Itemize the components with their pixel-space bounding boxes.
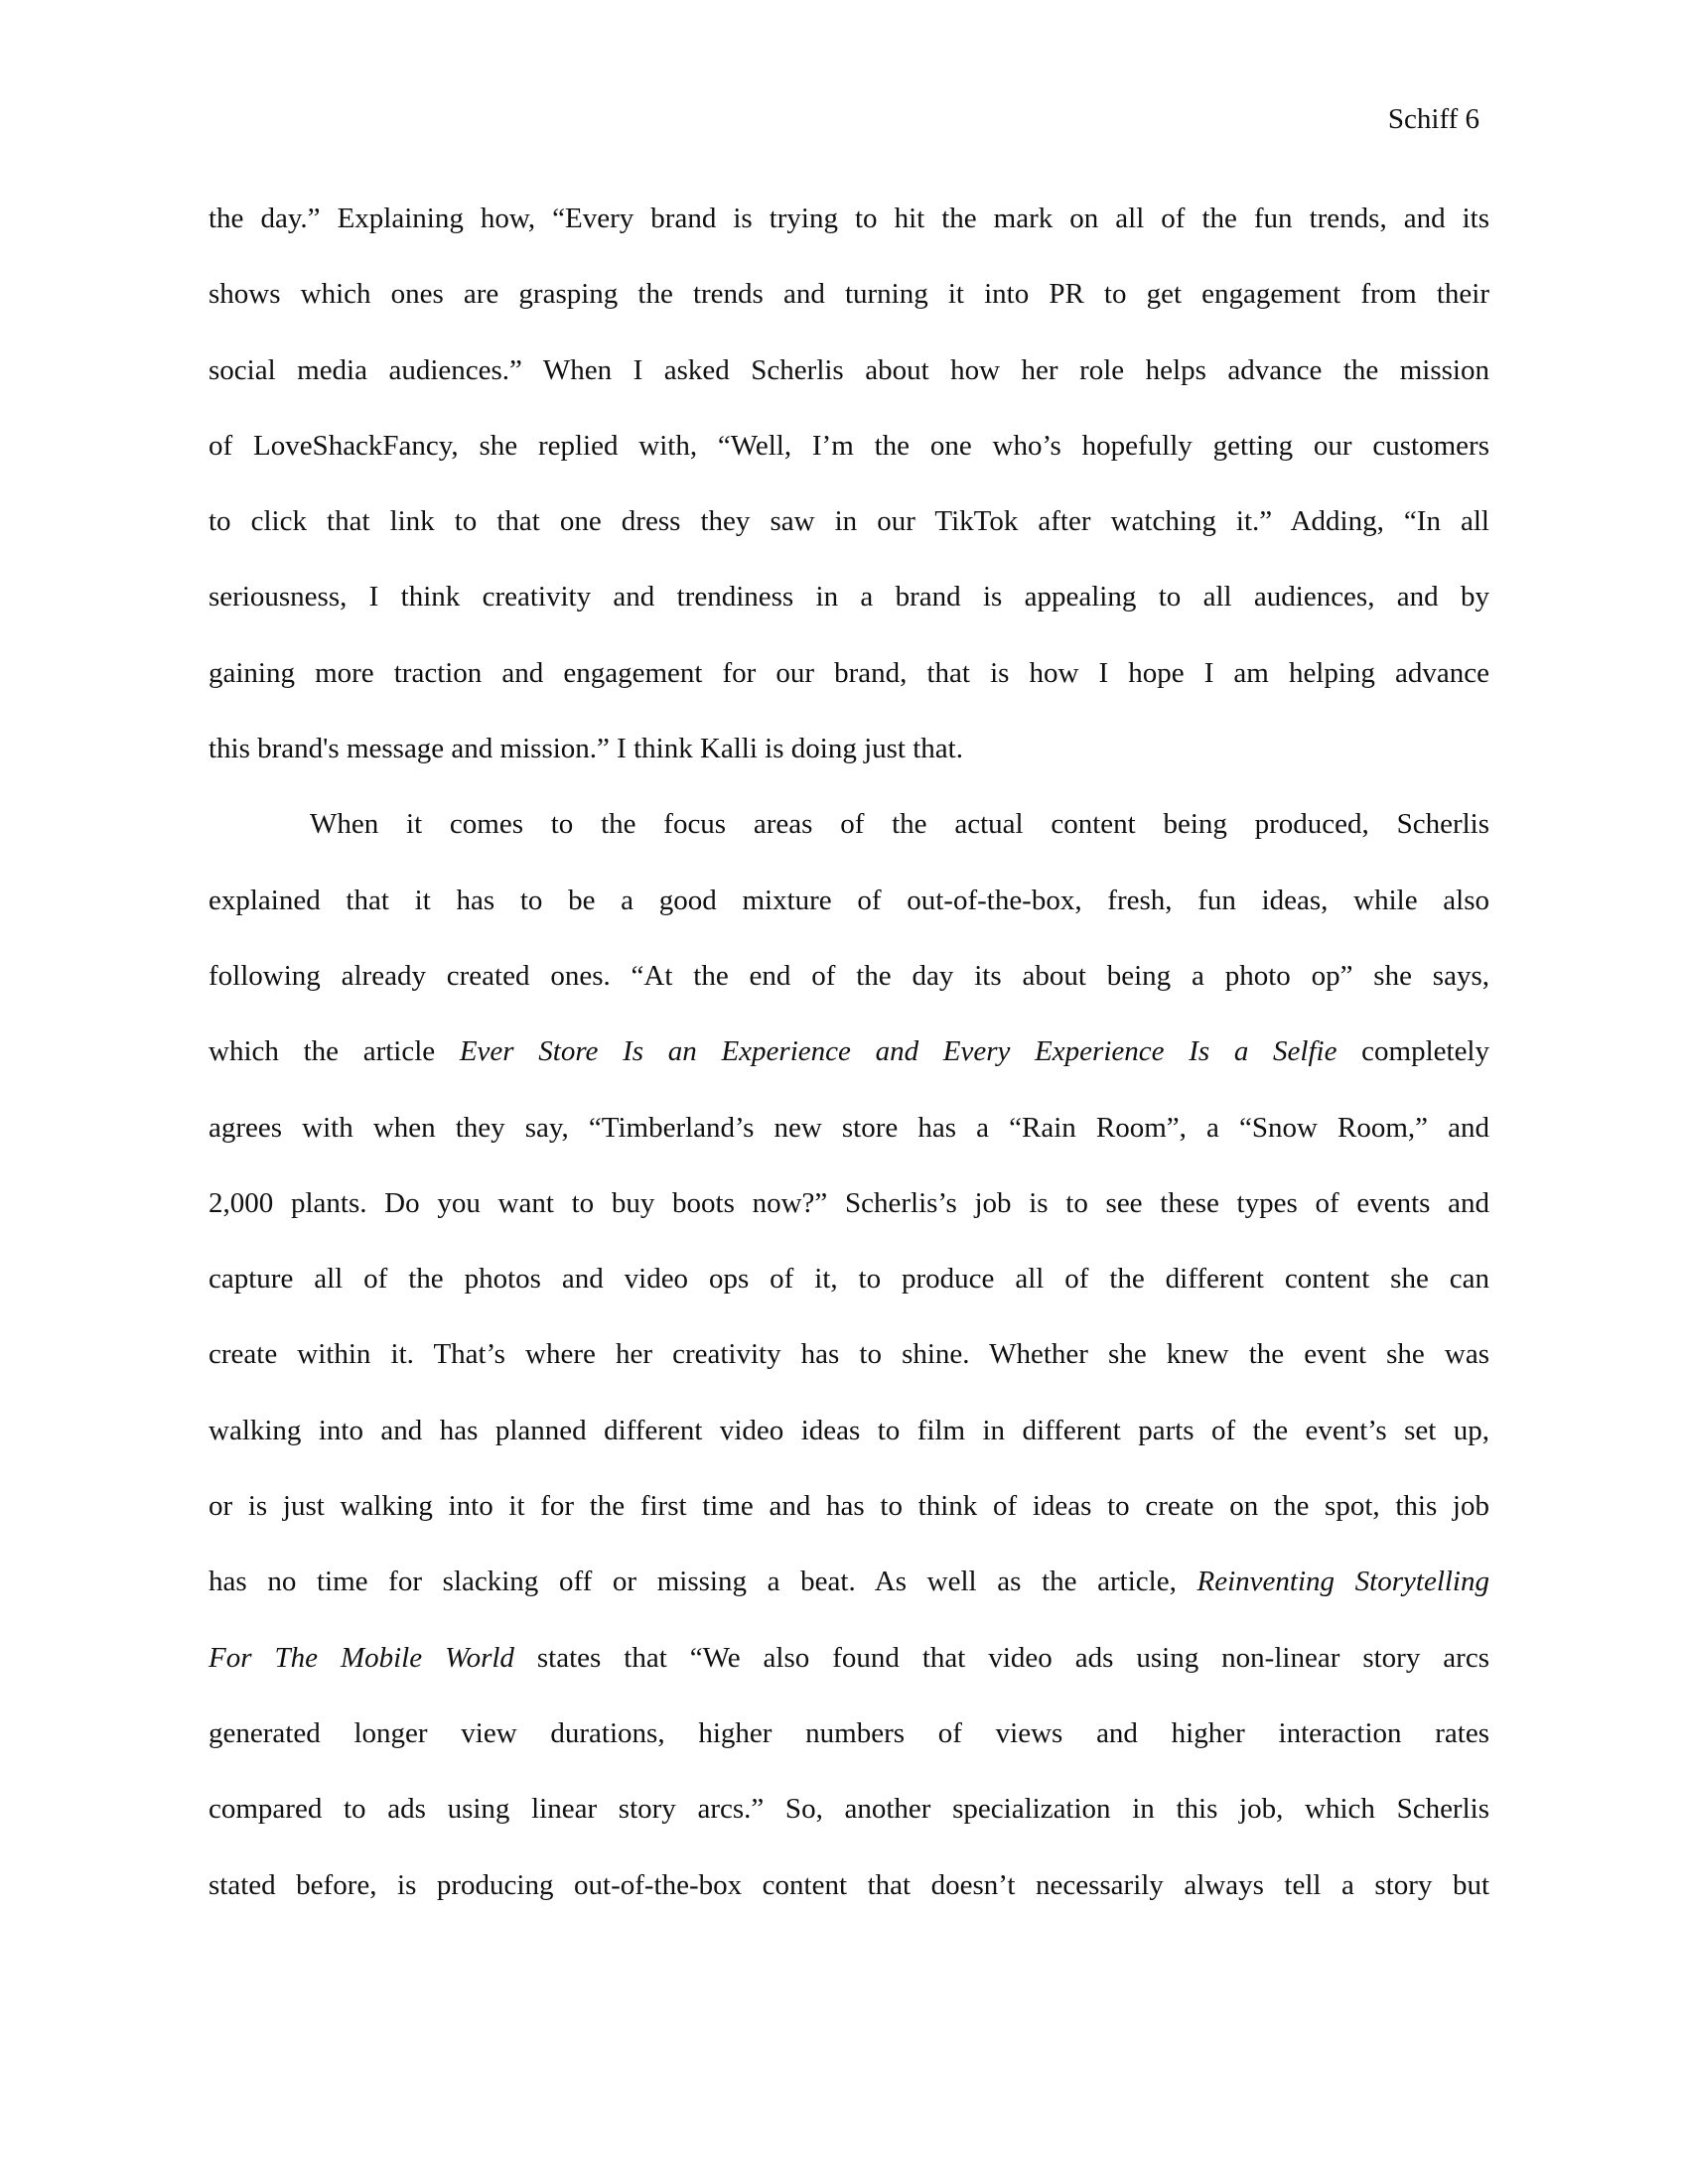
text-line: shows which ones are grasping the trends and turning it into PR to get engagement from their	[209, 278, 1489, 311]
text-line: explained that it has to be a good mixture of out-of-the-box, fresh, fun ideas, while also	[209, 884, 1489, 916]
article-title: Reinventing Storytelling	[1196, 1566, 1489, 1598]
text-line	[209, 1637, 1489, 1712]
running-head: Schiff 6	[1387, 103, 1479, 135]
text-line: create within it. That’s where her creativity has to shine. Whether she knew the event she was	[209, 1338, 1489, 1371]
text-line: the day.” Explaining how, “Every brand is trying to hit the mark on all of the fun trends, and its	[209, 203, 1489, 234]
text-line: When it comes to the focus areas of the actual content being produced, Scherlis	[310, 808, 1489, 841]
text-line: walking into and has planned different video ideas to film in different parts of the event’s set up,	[209, 1414, 1489, 1446]
text-span: which the article	[209, 1035, 460, 1068]
text-span: has no time for slacking off or missing a beat. As well as the article,	[209, 1566, 1197, 1598]
text-line: this brand's message and mission.” I think Kalli is doing just that.	[209, 733, 963, 765]
article-title: Ever Store Is an Experience and Every Experience Is a Selfie	[459, 1035, 1337, 1068]
text-line: or is just walking into it for the first time and has to think of ideas to create on the spot, this job	[209, 1490, 1489, 1523]
text-span: completely	[1336, 1035, 1489, 1068]
text-span: states that “We also found that video ads using non-linear story arcs	[513, 1641, 1489, 1674]
text-line: social media audiences.” When I asked Scherlis about how her role helps advance the mission	[209, 353, 1489, 386]
text-line: generated longer view durations, higher numbers of views and higher interaction rates	[209, 1716, 1489, 1749]
text-line: gaining more traction and engagement for our brand, that is how I hope I am helping advance	[209, 656, 1489, 689]
text-line	[209, 1030, 1489, 1106]
text-line: of LoveShackFancy, she replied with, “Well, I’m the one who’s hopefully getting our customers	[209, 429, 1489, 462]
text-line: 2,000 plants. Do you want to buy boots now?” Scherlis’s job is to see these types of events and	[209, 1186, 1489, 1219]
article-title: For The Mobile World	[209, 1641, 514, 1674]
text-line: compared to ads using linear story arcs.” So, another specialization in this job, which Scherlis	[209, 1793, 1489, 1826]
text-line: following already created ones. “At the end of the day its about being a photo op” she says,	[209, 959, 1489, 992]
text-line: stated before, is producing out-of-the-box content that doesn’t necessarily always tell a story but	[209, 1868, 1489, 1901]
text-line: seriousness, I think creativity and trendiness in a brand is appealing to all audiences, and by	[209, 581, 1489, 614]
text-line: capture all of the photos and video ops of it, to produce all of the different content she can	[209, 1263, 1489, 1296]
text-line: to click that link to that one dress they saw in our TikTok after watching it.” Adding, “In all	[209, 505, 1489, 538]
text-line	[209, 1561, 1489, 1636]
body-text	[209, 198, 1489, 1940]
text-line: agrees with when they say, “Timberland’s new store has a “Rain Room”, a “Snow Room,” and	[209, 1111, 1489, 1144]
